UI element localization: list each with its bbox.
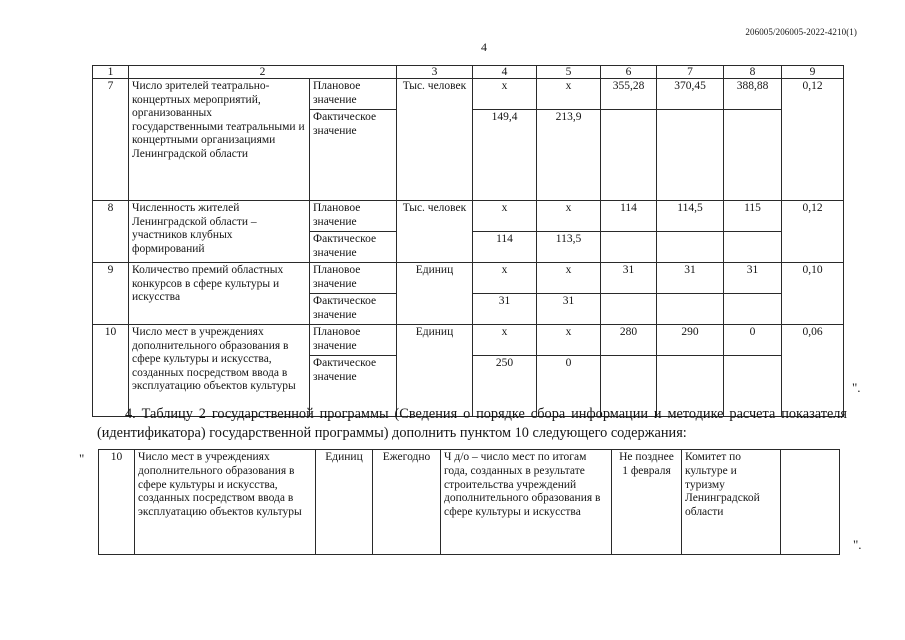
plan-value: 31 xyxy=(724,263,782,294)
table-header-row xyxy=(93,66,844,79)
plan-value: x xyxy=(537,263,601,294)
table-row xyxy=(93,201,844,232)
column-header: 1 xyxy=(93,66,129,79)
indicator-name: Численность жителей Ленинградской области – участников клубных формирований xyxy=(129,201,310,263)
column-header: 3 xyxy=(397,66,473,79)
plan-value: 0 xyxy=(724,325,782,356)
table-row xyxy=(93,263,844,294)
indicator-name: Число мест в учреждениях дополнительного образования в сфере культуры и искусства, созданных посредством ввода в эксплуатацию объектов культуры xyxy=(129,325,310,417)
table-row xyxy=(93,325,844,356)
fact-value xyxy=(657,294,724,325)
fact-value: 31 xyxy=(537,294,601,325)
table-row xyxy=(93,79,844,110)
unit: Единиц xyxy=(397,325,473,417)
fact-label: Фактическое значение xyxy=(310,356,397,417)
fact-value xyxy=(601,110,657,201)
weight: 0,06 xyxy=(782,325,844,417)
unit: Тыс. человек xyxy=(397,201,473,263)
plan-value: 114 xyxy=(601,201,657,232)
row-number: 8 xyxy=(93,201,129,263)
fact-value xyxy=(601,294,657,325)
plan-label: Плановое значение xyxy=(310,263,397,294)
deadline: Не позднее 1 февраля xyxy=(612,450,682,555)
fact-value: 0 xyxy=(537,356,601,417)
plan-value: 280 xyxy=(601,325,657,356)
plan-value: 115 xyxy=(724,201,782,232)
plan-value: x xyxy=(537,325,601,356)
opening-quote: " xyxy=(79,451,85,466)
plan-value: x xyxy=(473,263,537,294)
unit: Единиц xyxy=(397,263,473,325)
column-header: 2 xyxy=(129,66,397,79)
plan-value: 370,45 xyxy=(657,79,724,110)
amendment-paragraph: 4. Таблицу 2 государственной программы (Сведения о порядке сбора информации и методике расчета показателя (идентификатора) государственной программы) дополнить пунктом 10 следующего содержания: xyxy=(97,406,847,441)
weight: 0,12 xyxy=(782,79,844,201)
responsible-body: Комитет по культуре и туризму Ленинградской области xyxy=(682,450,781,555)
weight: 0,10 xyxy=(782,263,844,325)
column-header: 5 xyxy=(537,66,601,79)
fact-value xyxy=(724,110,782,201)
column-header: 7 xyxy=(657,66,724,79)
column-header: 9 xyxy=(782,66,844,79)
column-header: 6 xyxy=(601,66,657,79)
closing-quote: ". xyxy=(852,380,861,395)
fact-value: 250 xyxy=(473,356,537,417)
row-number: 10 xyxy=(93,325,129,417)
fact-label: Фактическое значение xyxy=(310,294,397,325)
column-header: 8 xyxy=(724,66,782,79)
fact-value: 113,5 xyxy=(537,232,601,263)
plan-label: Плановое значение xyxy=(310,79,397,110)
plan-value: 355,28 xyxy=(601,79,657,110)
indicator-name: Число зрителей театрально-концертных мероприятий, организованных государственными театральными и концертными организациями Ленинградской области xyxy=(129,79,310,201)
fact-value xyxy=(724,294,782,325)
indicator-name: Число мест в учреждениях дополнительного образования в сфере культуры и искусства, созданных посредством ввода в эксплуатацию объектов культуры xyxy=(135,450,316,555)
plan-value: 388,88 xyxy=(724,79,782,110)
plan-value: x xyxy=(537,79,601,110)
plan-value: 114,5 xyxy=(657,201,724,232)
fact-value xyxy=(657,110,724,201)
plan-value: x xyxy=(473,201,537,232)
weight: 0,12 xyxy=(782,201,844,263)
plan-value: x xyxy=(537,201,601,232)
plan-value: 31 xyxy=(657,263,724,294)
calculation-method: Ч д/о – число мест по итогам года, созданных в результате строительства учреждений дополнительного образования в сфере культуры и искусства xyxy=(441,450,612,555)
fact-value xyxy=(601,232,657,263)
unit: Единиц xyxy=(316,450,373,555)
periodicity: Ежегодно xyxy=(373,450,441,555)
fact-label: Фактическое значение xyxy=(310,232,397,263)
column-header: 4 xyxy=(473,66,537,79)
plan-label: Плановое значение xyxy=(310,325,397,356)
fact-value: 213,9 xyxy=(537,110,601,201)
fact-value: 149,4 xyxy=(473,110,537,201)
table-row xyxy=(99,450,840,555)
indicators-table xyxy=(92,65,844,417)
plan-value: 31 xyxy=(601,263,657,294)
unit: Тыс. человек xyxy=(397,79,473,201)
row-number: 10 xyxy=(99,450,135,555)
fact-label: Фактическое значение xyxy=(310,110,397,201)
extra-cell xyxy=(781,450,840,555)
indicator-name: Количество премий областных конкурсов в сфере культуры и искусства xyxy=(129,263,310,325)
fact-value xyxy=(724,232,782,263)
fact-value: 31 xyxy=(473,294,537,325)
plan-value: x xyxy=(473,79,537,110)
fact-value: 114 xyxy=(473,232,537,263)
row-number: 9 xyxy=(93,263,129,325)
closing-quote: ". xyxy=(853,537,862,552)
plan-label: Плановое значение xyxy=(310,201,397,232)
document-id: 206005/206005-2022-4210(1) xyxy=(745,27,857,37)
methodology-table xyxy=(98,449,840,555)
plan-value: x xyxy=(473,325,537,356)
row-number: 7 xyxy=(93,79,129,201)
fact-value xyxy=(657,232,724,263)
page-number: 4 xyxy=(481,40,487,54)
plan-value: 290 xyxy=(657,325,724,356)
